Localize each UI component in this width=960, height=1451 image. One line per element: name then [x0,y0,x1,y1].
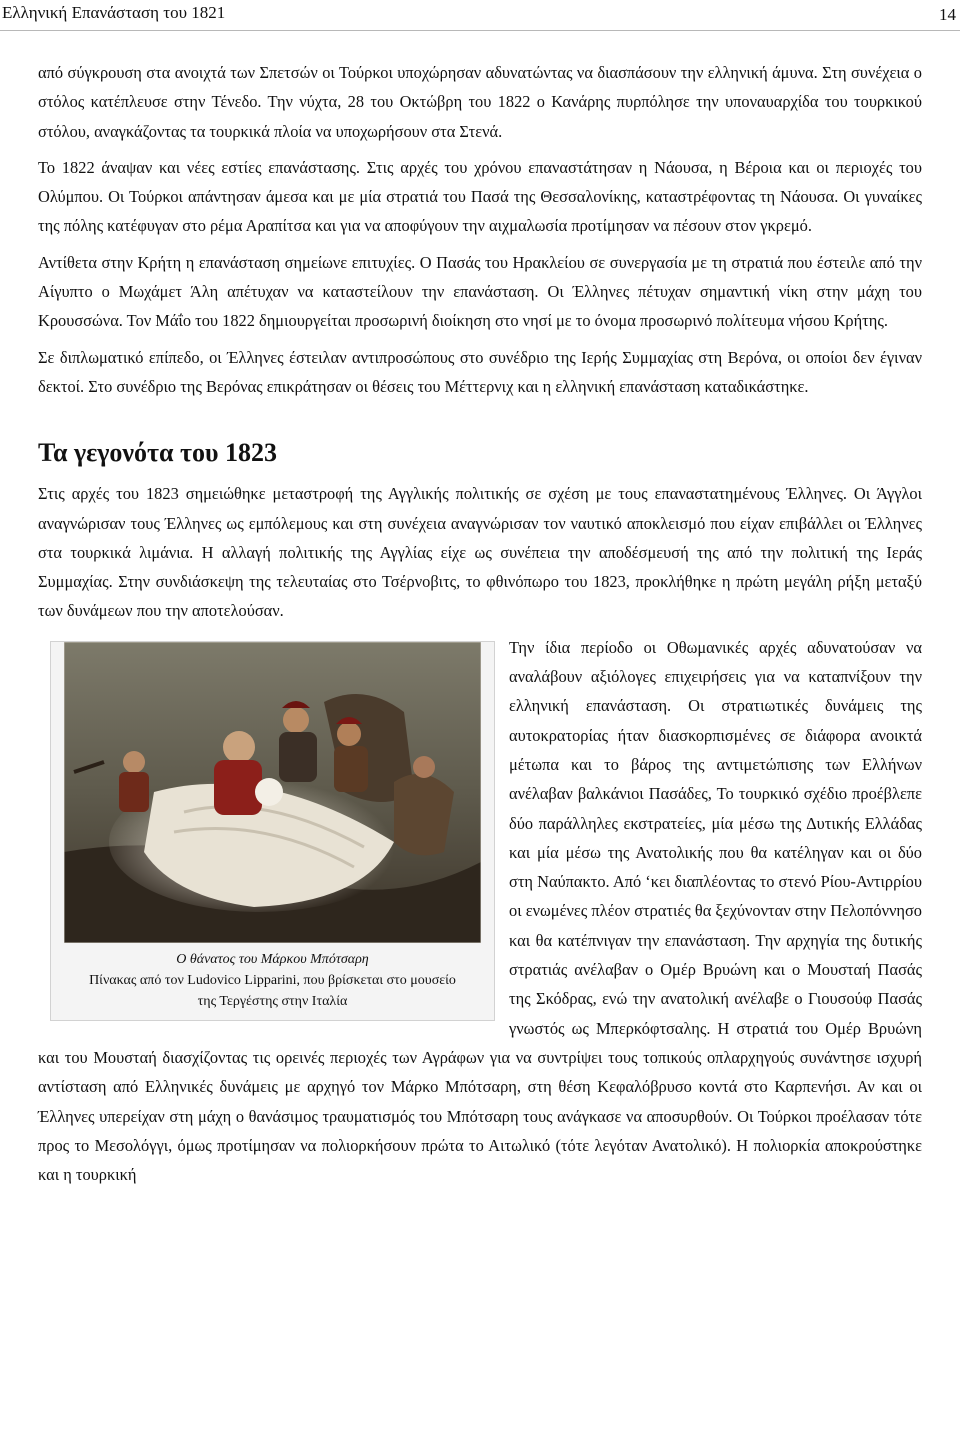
painting-figure [50,641,495,1021]
painting-image [64,642,481,943]
paragraph: Το 1822 άναψαν και νέες εστίες επανάστασης. Στις αρχές του χρόνου επαναστάτησαν η Νάουσα, η Βέροια και οι περιοχές του Ολύμπου. Οι Τούρκοι απάντησαν άμεσα και με μία στρατιά του Πασά της Θεσσαλονίκης, καταστρέφοντας τη Νάουσα. Οι γυναίκες της πόλης κατέφυγαν στο ρέμα Αραπίτσα και για να αποφύγουν την αιχμαλωσία προτίμησαν να πέσουν στον γκρεμό. [38,157,922,236]
page-number: 14 [939,5,956,24]
document-body [38,58,922,1196]
caption-title: Ο θάνατος του Μάρκου Μπότσαρη [176,951,369,967]
section-heading: Τα γεγονότα του 1823 [38,438,278,468]
caption-line: της Τεργέστης στην Ιταλία [197,993,348,1009]
running-title: Ελληνική Επανάσταση του 1821 [2,3,226,22]
paragraph: Την ίδια περίοδο οι Οθωμανικές αρχές αδυνατούσαν να αναλάβουν αξιόλογες επιχειρήσεις για να καταπνίξουν την ελληνική επανάσταση. Οι στρατιωτικές δυνάμεις της αυτοκρατορίας ήταν διασκορπισμένες σε διάφορα ανοικτά μέτωπα και το βάρος της αντιμετώπισης των Ελλήνων ανέλαβαν βαλκάνιοι Πασάδες, Το τουρκικό σχέδιο προέβλεπε δύο παράλληλες εκστρατείες, μία μέσω της Δυτικής Ελλάδας και μία μέσω της Ανατολικής που θα κατέληγαν και οι δύο στη Ναύπακτο. Από ‘κει διαπλέοντας το στενό Ρίου-Αντιρρίου οι ενωμένες πλέον στρατιές θα ξεχύνονταν στην Πελοπόννησο και θα κατέπνιγαν την επανάσταση. Την αρχηγία της δυτικής στρατιάς ανέλαβαν ο Ομέρ Βρυώνη και ο Μουσταή Πασάς της Σκόδρας, ενώ την ανατολική ανέλαβε ο Γιουσούφ Πασάς γνωστός ως Μπερκόφτσαλης. Η στρατιά του Ομέρ Βρυώνη και του Μουσταή διασχίζοντας τις ορεινές περιοχές των Αγράφων για να συντρίψει τους τοπικούς οπλαρχηγούς συνάντησε ισχυρή αντίσταση από Ελληνικές δυνάμεις με αρχηγό τον Μάρκο Μπότσαρη, στη θέση Κεφαλόβρυσο κοντά στο Καρπενήσι. Αν και οι Έλληνες υπερείχαν στη μάχη ο θανάσιμος τραυματισμός του Μπότσαρη τους ανάγκασε να αποσυρθούν. Οι Τούρκοι προέλασαν τότε προς το Μεσολόγγι, όμως προτίμησαν να πολιορκήσουν πρώτα το Αιτωλικό (τότε λεγόταν Ανατολικό). Η πολιορκία αποκρούστηκε και η τουρκική [38,637,922,1185]
paragraph: από σύγκρουση στα ανοιχτά των Σπετσών οι Τούρκοι υποχώρησαν αδυνατώντας να διασπάσουν την ελληνική άμυνα. Στη συνέχεια ο στόλος κατέπλευσε στην Τένεδο. Την νύχτα, 28 του Οκτώβρη του 1822 ο Κανάρης πυρπόλησε την υποναυαρχίδα του τουρκικού στόλου, αναγκάζοντας τα τουρκικά πλοία να υποχωρήσουν στα Στενά. [38,63,922,141]
caption-line: Πίνακας από τον Ludovico Lipparini, που βρίσκεται στο μουσείο [89,972,456,988]
paragraph: Στις αρχές του 1823 σημειώθηκε μεταστροφή της Αγγλικής πολιτικής σε σχέση με τους επαναστατημένους Έλληνες. Οι Άγγλοι αναγνώρισαν τους Έλληνες ως εμπόλεμους και στη συνέχεια αναγνώρισαν τον ναυτικό αποκλεισμό που είχαν επιβάλλει οι Έλληνες στα τουρκικά λιμάνια. Η αλλαγή πολιτικής της Αγγλίας είχε ως συνέπεια την αποδέσμευσή της από την πολιτική της Ιεράς Συμμαχίας. Στην συνδιάσκεψη της τελευταίας στο Τσέρνοβιτς, το φθινόπωρο του 1823, προκλήθηκε η πρώτη μεγάλη ρήξη μεταξύ των δυνάμεων που την αποτελούσαν. [38,484,922,621]
figure-caption [51,943,494,1020]
page-header [0,0,960,31]
paragraph: Αντίθετα στην Κρήτη η επανάσταση σημείωνε επιτυχίες. Ο Πασάς του Ηρακλείου σε συνεργασία με τη στρατιά που έστειλε από την Αίγυπτο ο Μωχάμετ Άλη απέτυχαν να καταστείλουν την επανάσταση. Οι Έλληνες πέτυχαν σημαντική νίκη στην μάχη του Κρουσσώνα. Τον Μάΐο του 1822 δημιουργείται προσωρινή διοίκηση στο νησί με το όνομα προσωρινό πολίτευμα νήσου Κρήτης. [38,252,922,331]
paragraph: Σε διπλωματικό επίπεδο, οι Έλληνες έστειλαν αντιπροσώπους στο συνέδριο της Ιερής Συμμαχίας στη Βερόνα, οι οποίοι δεν έγιναν δεκτοί. Στο συνέδριο της Βερόνας επικράτησαν οι θέσεις του Μέττερνιχ και η ελληνική επανάσταση καταδικάστηκε. [38,347,922,396]
